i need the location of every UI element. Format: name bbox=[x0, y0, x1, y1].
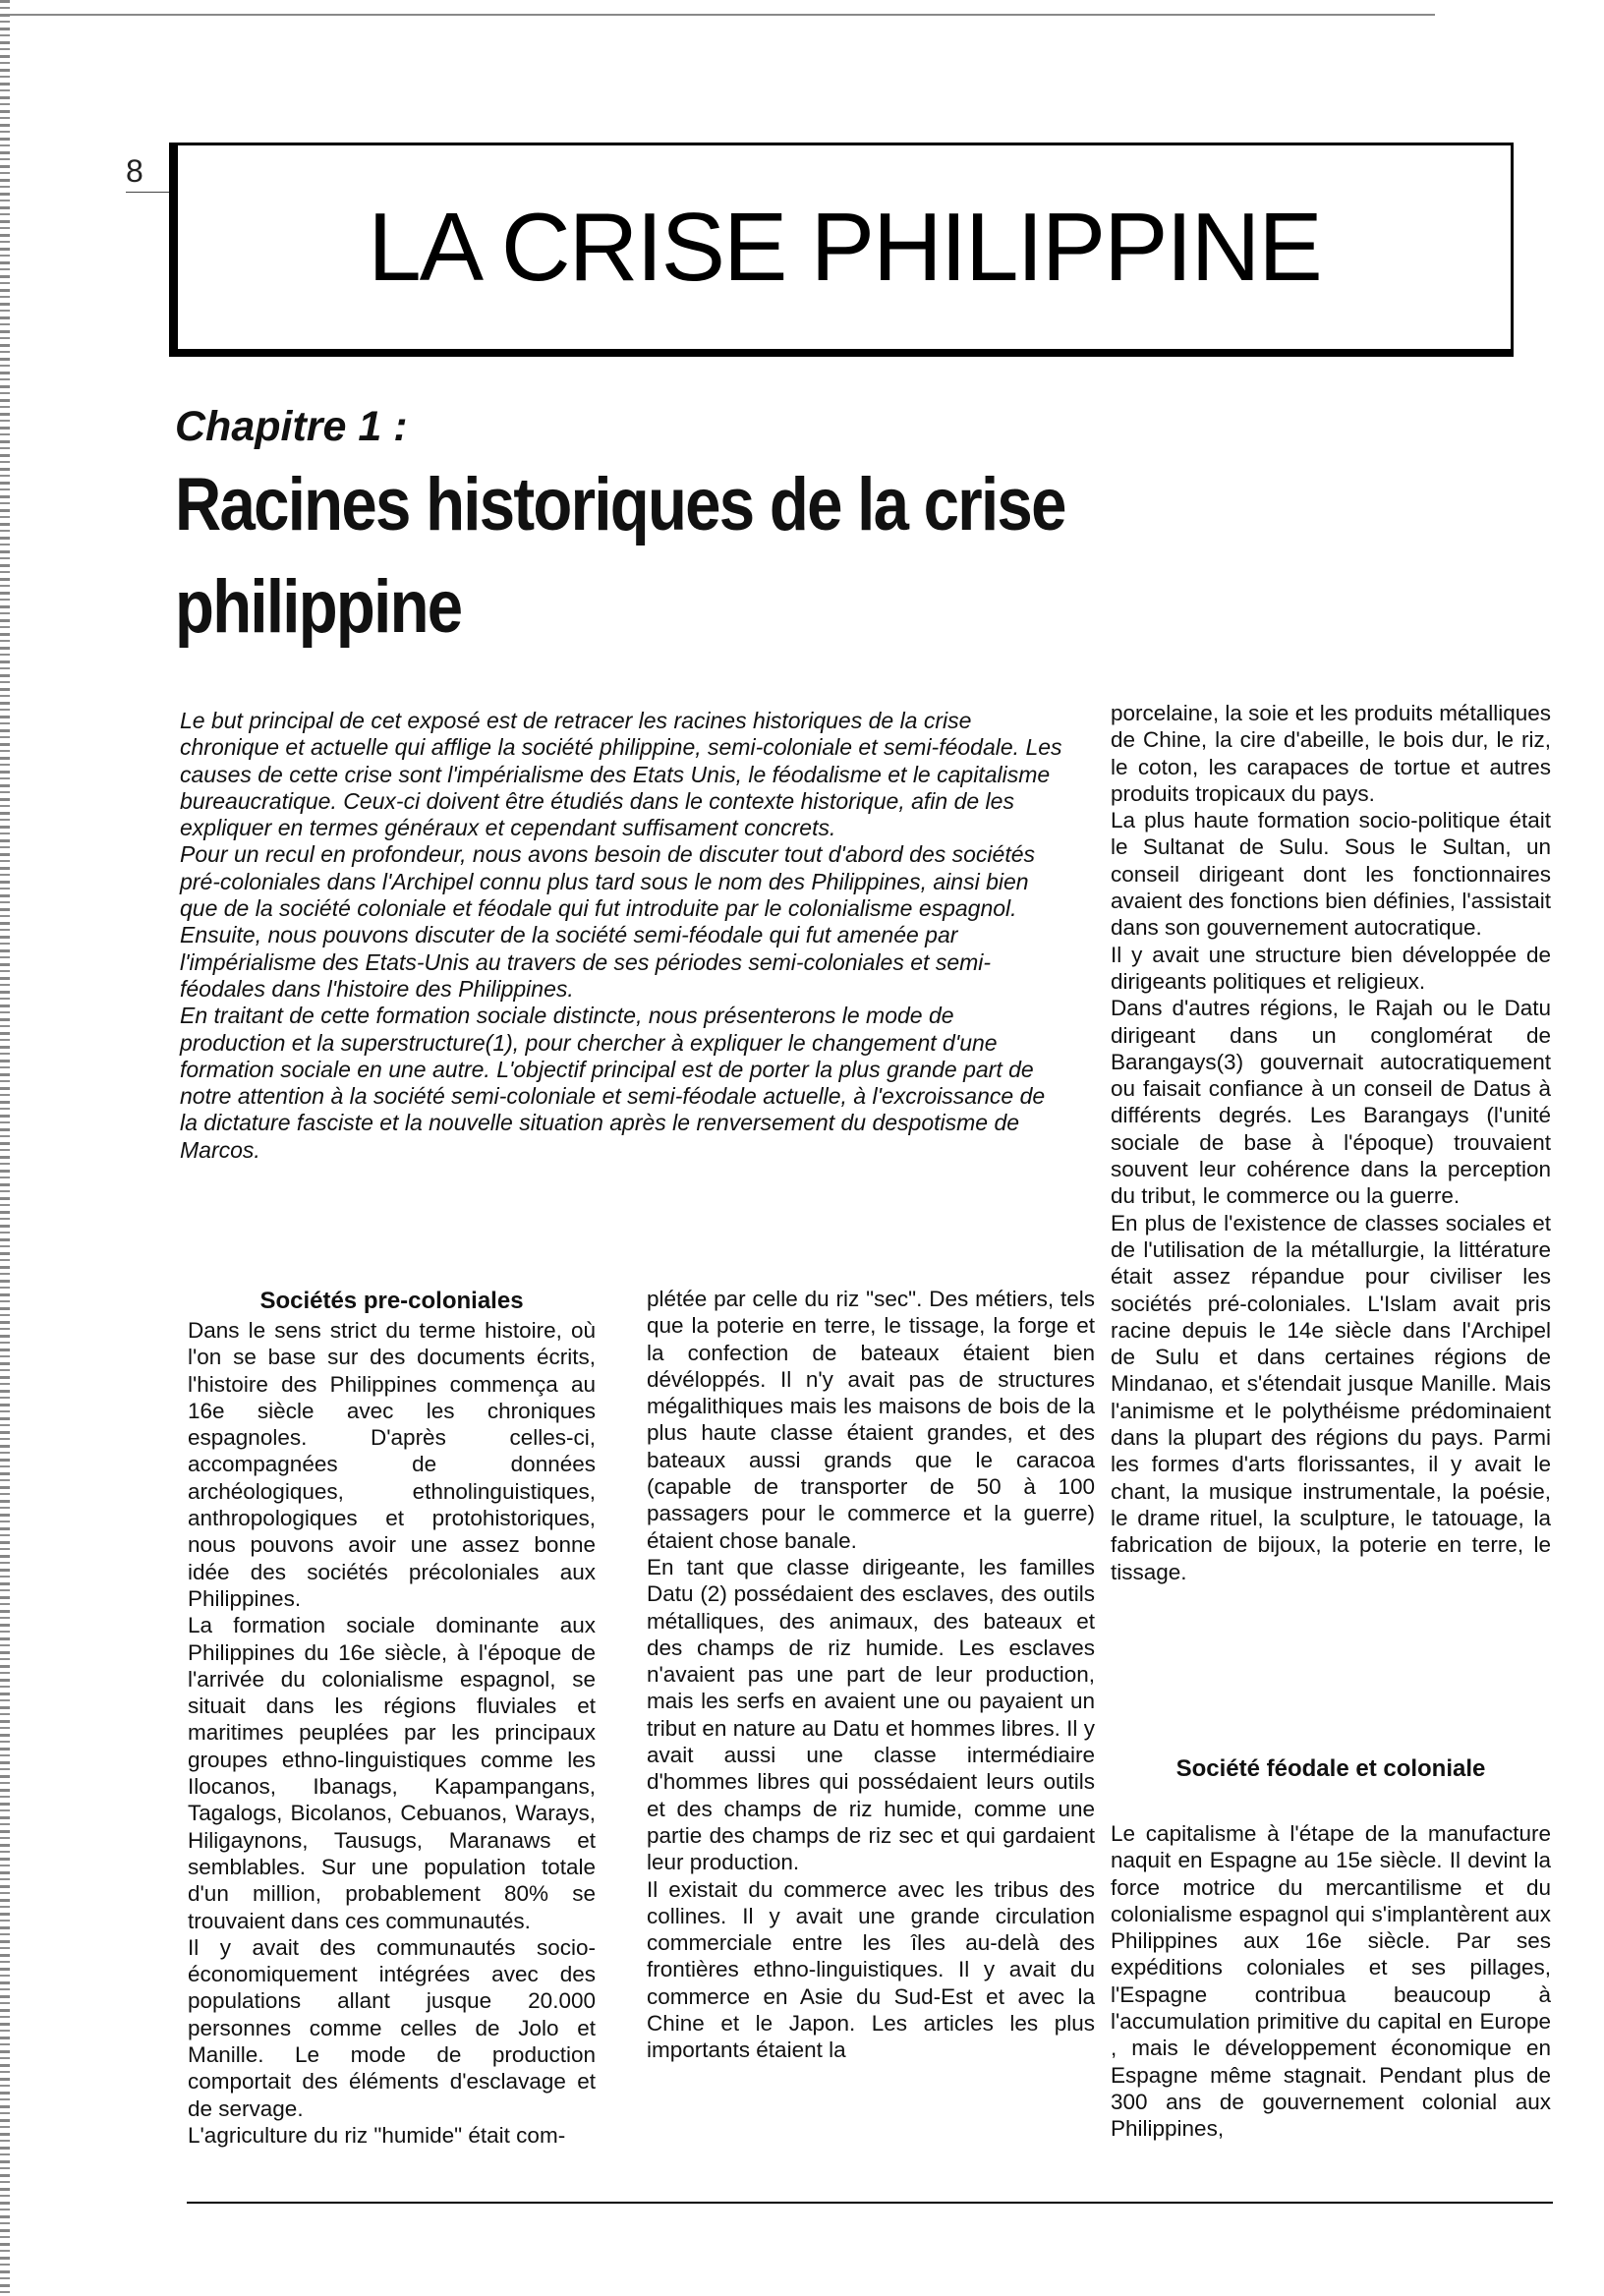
paragraph: Il y avait des communautés socio-économiquement intégrées avec des populations allant jusque 20.000 personnes comme celles de Jolo et Manille. Le mode de production comportait des éléments d'esclavage et de servage. bbox=[188, 1934, 596, 2121]
title-box bbox=[169, 143, 1514, 357]
intro-text bbox=[180, 708, 1064, 1164]
chapter-title: Racines historiques de la crise philippine bbox=[175, 463, 1065, 649]
paragraph: L'agriculture du riz "humide" était com- bbox=[188, 2122, 566, 2148]
paragraph: Dans d'autres régions, le Rajah ou le Datu dirigeant dans un conglomérat de Barangays(3) gouvernait autocratiquement ou faisait confiance à un conseil de Datus à différents degrés. Les Barangays (l'unité sociale de base à l'époque) trouvaient souvent leur cohérence dans la perception du tribut, le commerce ou la guerre. bbox=[1111, 996, 1551, 1209]
bottom-rule bbox=[187, 2202, 1553, 2204]
section-heading-precoloniales: Sociétés pre-coloniales bbox=[259, 1288, 524, 1314]
column-1 bbox=[188, 1317, 596, 2149]
paragraph: La formation sociale dominante aux Philippines du 16e siècle, à l'époque de l'arrivée du colonialisme espagnol, se situait dans les régions fluviales et maritimes peuplées par les principaux groupes ethno-linguistiques comme les Ilocanos, Ibanags, Kapampangans, Tagalogs, Bicolanos, Cebuanos, Warays, Hiligaynons, Tausugs, Maranaws et semblables. Sur une population totale d'un million, probablement 80% se trouvaient dans ces communautés. bbox=[188, 1613, 596, 1933]
intro-paragraph: Pour un recul en profondeur, nous avons besoin de discuter tout d'abord des sociétés pré-coloniales dans l'Archipel connu plus tard sous le nom des Philippines, ainsi bien que de la société coloniale et féodale qui fut introduite par le colonialisme espagnol. Ensuite, nous pouvons discuter de la société semi-féodale qui fut amenée par l'impérialisme des Etats-Unis au travers de ses périodes semi-coloniales et semi-féodales dans l'histoire des Philippines. bbox=[180, 841, 1036, 1002]
paragraph: plétée par celle du riz "sec". Des métiers, tels que la poterie en terre, le tissage, la forge et la confection de bateaux étaient bien dévéloppés. Il n'y avait pas de structures mégalithiques mais les maisons de bois de la plus haute classe étaient grandes, et des bateaux aussi grands que le caracoa (capable de transporter de 50 à 100 passagers pour le commerce et la guerre) étaient chose banale. bbox=[647, 1287, 1095, 1553]
column-3-section-2 bbox=[1111, 1820, 1551, 2143]
paragraph: Le capitalisme à l'étape de la manufacture naquit en Espagne au 15e siècle. Il devint la force motrice du mercantilisme et du colonialisme espagnol qui s'implantèrent aux Philippines aux 16e siècle. Par ses expéditions coloniales et ses pillages, l'Espagne contribua beaucoup à l'accumulation primitive du capital en Europe , mais le développement économique en Espagne même stagnait. Pendant plus de 300 ans de gouvernement colonial aux Philippines, bbox=[1111, 1821, 1551, 2142]
intro-paragraph: Le but principal de cet exposé est de retracer les racines historiques de la crise chronique et actuelle qui afflige la société philippine, semi-coloniale et semi-féodale. Les causes de cette crise sont l'impérialisme des Etats Unis, le féodalisme et le capitalisme bureaucratique. Ceux-ci doivent être étudiés dans le contexte historique, afin de les expliquer en termes généraux et cependant suffisament concrets. bbox=[180, 708, 1062, 841]
paragraph: La plus haute formation socio-politique était le Sultanat de Sulu. Sous le Sultan, un conseil dirigeant dont les fonctionnaires avaient des fonctions bien définies, l'assistait dans son gouvernement autocratique. bbox=[1111, 808, 1551, 941]
scan-top-line bbox=[0, 14, 1435, 16]
scan-edge bbox=[0, 0, 10, 2296]
running-title: LA CRISE PHILIPPINE bbox=[368, 193, 1321, 301]
column-3 bbox=[1111, 700, 1551, 1585]
page-number: 8 bbox=[126, 150, 173, 193]
paragraph: Dans le sens strict du terme histoire, où l'on se base sur des documents écrits, l'histoire des Philippines commença au 16e siècle avec les chroniques espagnoles. D'après celles-ci, accompagnées de données archéologiques, ethnolinguistiques, anthropologiques et protohistoriques, nous pouvons avoir une assez bonne idée des sociétés précoloniales aux Philippines. bbox=[188, 1318, 596, 1611]
paragraph: Il y avait une structure bien développée de dirigeants politiques et religieux. bbox=[1111, 942, 1551, 994]
paragraph: porcelaine, la soie et les produits métalliques de Chine, la cire d'abeille, le bois dur, le riz, le coton, les carapaces de tortue et autres produits tropicaux du pays. bbox=[1111, 701, 1551, 806]
section-heading-feodale: Société féodale et coloniale bbox=[1175, 1755, 1486, 1782]
intro-paragraph: En traitant de cette formation sociale distincte, nous présenterons le mode de production et la superstructure(1), pour chercher à expliquer le changement d'une formation sociale en une autre. L'objectif principal est de porter la plus grande part de notre attention à la société semi-coloniale et semi-féodale actuelle, à l'excroissance de la dictature fasciste et la nouvelle situation après le renversement du despotisme de Marcos. bbox=[180, 1003, 1046, 1163]
paragraph: En plus de l'existence de classes sociales et de l'utilisation de la métallurgie, la littérature était assez répandue pour civiliser les sociétés pré-coloniales. L'Islam avait pris racine depuis le 14e siècle dans l'Archipel de Sulu et dans certaines régions de Mindanao, et s'étendait jusque Manille. Mais l'animisme et le polythéisme prédominaient dans la plupart des régions du pays. Parmi les formes d'arts florissantes, il y avait le chant, la musique instrumentale, la poésie, le drame rituel, la sculpture, le tatouage, la fabrication de bijoux, la poterie en terre, le tissage. bbox=[1111, 1210, 1551, 1584]
column-2 bbox=[647, 1286, 1095, 2064]
chapter-label: Chapitre 1 : bbox=[175, 403, 408, 450]
paragraph: En tant que classe dirigeante, les familles Datu (2) possédaient des esclaves, des outils métalliques, des animaux, des bateaux et des champs de riz humide. Les esclaves n'avaient pas une part de leur production, mais les serfs en avaient une ou payaient un tribut en nature au Datu et hommes libres. Il y avait aussi une classe intermédiaire d'hommes libres qui possédaient leurs outils et des champs de riz humide, comme une partie des champs de riz sec et qui gardaient leur production. bbox=[647, 1554, 1095, 1875]
paragraph: Il existait du commerce avec les tribus des collines. Il y avait une grande circulation commerciale entre les îles au-delà des frontières ethno-linguistiques. Il y avait du commerce en Asie du Sud-Est et avec la Chine et le Japon. Les articles les plus importants étaient la bbox=[647, 1876, 1095, 2063]
